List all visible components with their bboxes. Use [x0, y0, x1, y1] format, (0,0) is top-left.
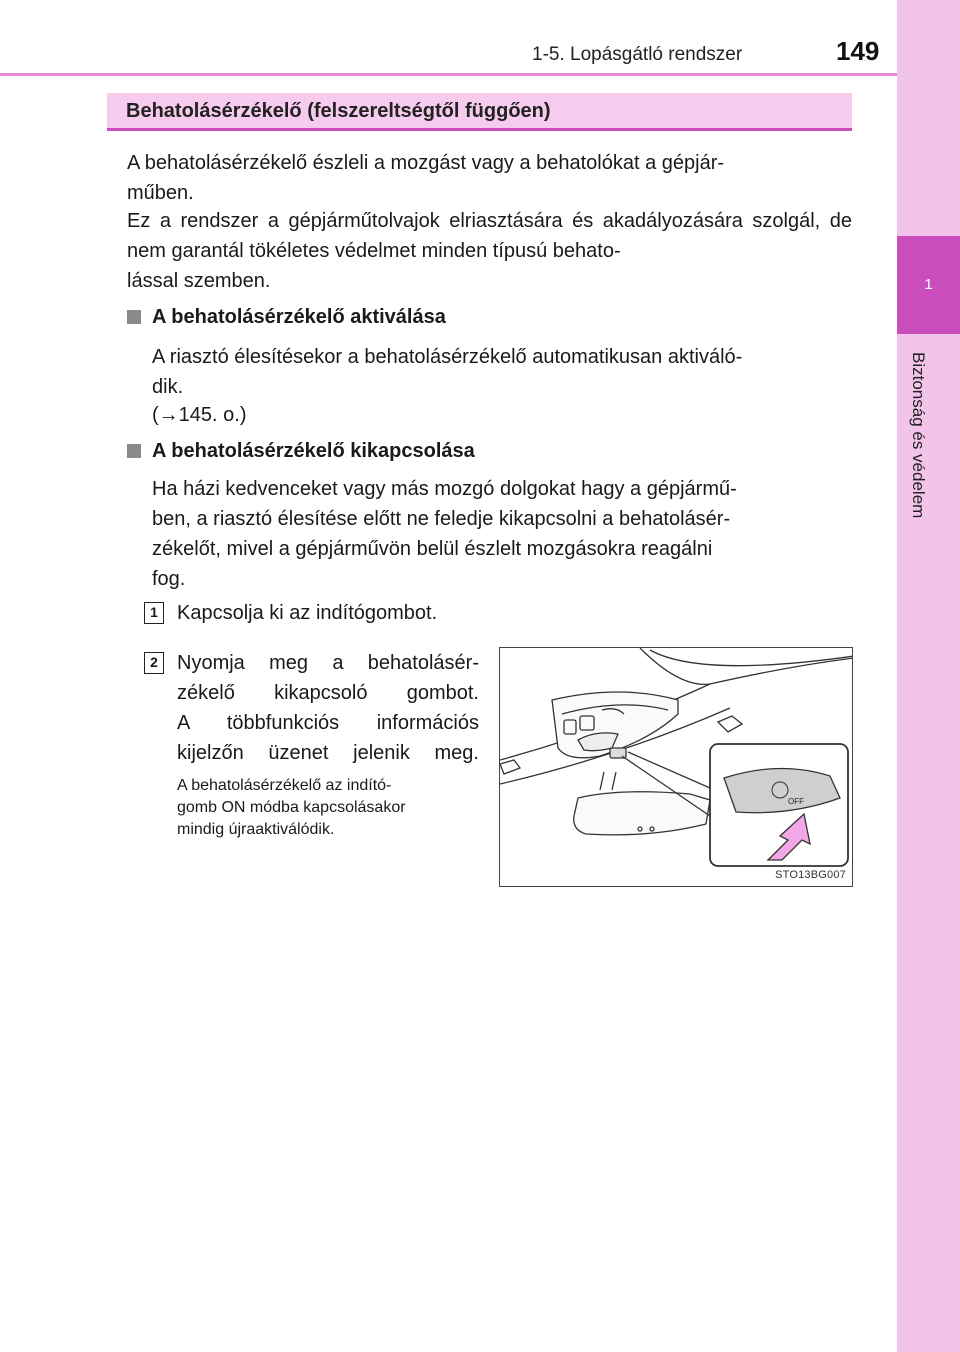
intro-paragraph-1 — [127, 148, 852, 208]
step-1-badge: 1 — [144, 602, 164, 624]
deactivation-text: Ha házi kedvenceket vagy más mozgó dolgokat hagy a gépjármű- ben, a riasztó élesítése előtt ne feledje kikapcsolni a behatolásér- zékelőt, mivel a gépjárművön belül észlelt mozgásokra reagálni fog. — [152, 478, 737, 590]
chapter-tab[interactable] — [897, 236, 960, 334]
chapter-title: Biztonság és védelem — [909, 352, 928, 519]
step-2-text: Nyomja meg a behatolásér- zékelő kikapcsoló gombot. A többfunkciós információs kijelzőn üzenet jelenik meg. — [177, 652, 479, 764]
figure-code: STO13BG007 — [775, 869, 846, 881]
intro-paragraph-2-text: Ez a rendszer a gépjárműtolvajok elriasztására és akadályozására szolgál, de nem garantál tökéletes védelmet minden típusú behato- lással szemben. — [127, 210, 852, 292]
overhead-console-illustration — [500, 648, 853, 887]
off-button-label: OFF — [788, 797, 804, 806]
overhead-console-figure — [499, 647, 853, 887]
activation-page-ref[interactable]: (→145. o.) — [152, 404, 247, 426]
activation-text: A riasztó élesítésekor a behatolásérzékelő automatikusan aktiváló- dik. — [152, 346, 743, 398]
side-strip — [897, 0, 960, 1352]
header-section-title: 1-5. Lopásgátló rendszer — [532, 44, 743, 65]
header-divider — [0, 73, 897, 76]
section-heading-box — [107, 93, 852, 131]
deactivation-heading-text: A behatolásérzékelő kikapcsolása — [152, 440, 475, 462]
section-title: Behatolásérzékelő (felszereltségtől függően) — [126, 100, 551, 122]
page-number: 149 — [836, 36, 880, 66]
step-1-text: Kapcsolja ki az indítógombot. — [177, 602, 438, 624]
bullet-square-icon — [127, 444, 141, 458]
deactivation-heading — [127, 440, 475, 463]
chapter-number: 1 — [924, 276, 933, 293]
bullet-square-icon — [127, 310, 141, 324]
activation-heading — [127, 306, 446, 329]
step-2-badge: 2 — [144, 652, 164, 674]
intro-paragraph-2 — [127, 206, 852, 296]
activation-heading-text: A behatolásérzékelő aktiválása — [152, 306, 446, 328]
step-2-note: A behatolásérzékelő az indító- gomb ON módba kapcsolásakor mindig újraaktiválódik. — [177, 777, 406, 838]
intro-paragraph-1-text: A behatolásérzékelő észleli a mozgást vagy a behatolókat a gépjár- műben. — [127, 152, 725, 204]
